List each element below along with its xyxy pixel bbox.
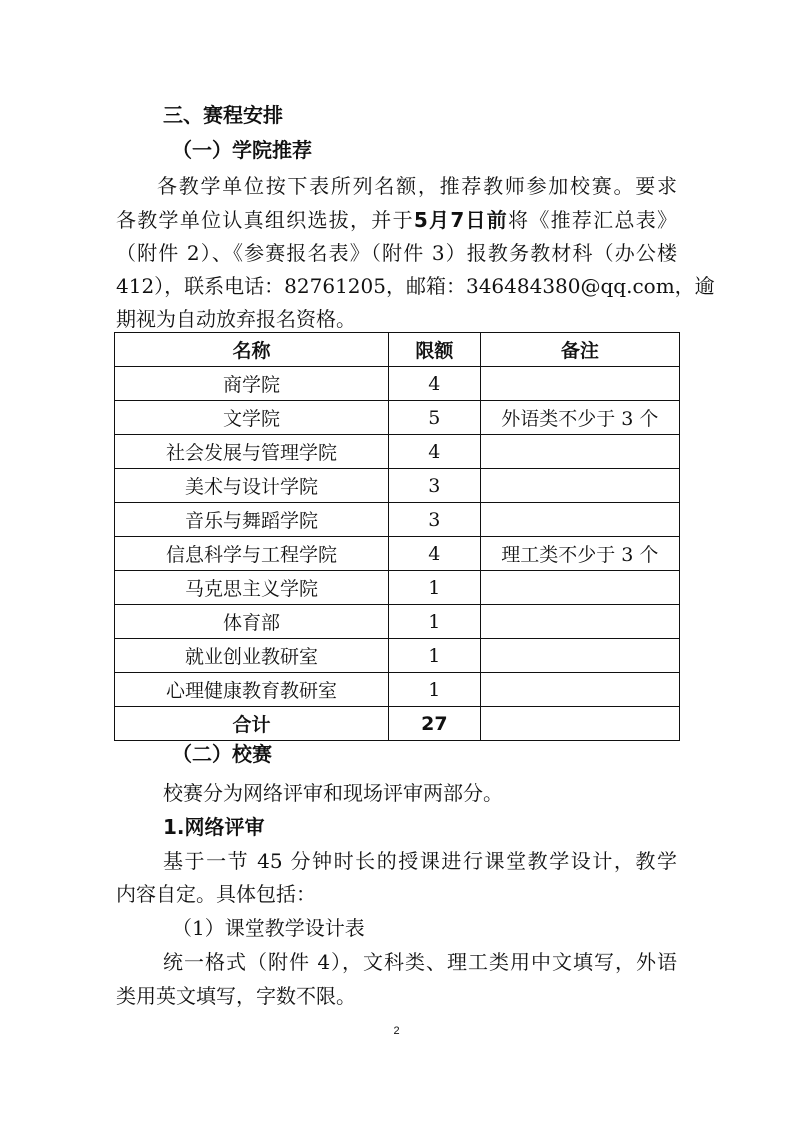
- table-row: [115, 571, 680, 605]
- online-review-line-1: 基于一节 45 分钟时长的授课进行课堂教学设计，教学: [163, 849, 677, 873]
- deadline-date: 5月7日前: [413, 208, 509, 232]
- intro-line-2-start: 各教学单位认真组织选拔，并于: [116, 208, 414, 232]
- intro-line-2: [116, 206, 677, 234]
- table-row: [115, 639, 680, 673]
- cell-quota: 1: [388, 639, 480, 673]
- cell-name: 心理健康教育教研室: [115, 673, 389, 707]
- cell-note: [480, 367, 679, 401]
- cell-name: 社会发展与管理学院: [115, 435, 389, 469]
- table-row: [115, 469, 680, 503]
- item-heading-online-review: 1.网络评审: [163, 815, 265, 839]
- table-row: [115, 605, 680, 639]
- table-row: [115, 537, 680, 571]
- cell-note: [480, 605, 679, 639]
- total-note: [480, 707, 679, 741]
- cell-name: 体育部: [115, 605, 389, 639]
- cell-quota: 1: [388, 571, 480, 605]
- intro-line-4: 412），联系电话：82761205，邮箱：346484380@qq.com，逾: [116, 274, 715, 298]
- cell-note: 外语类不少于 3 个: [480, 401, 679, 435]
- subsection-heading-school-contest: （二）校赛: [172, 742, 272, 766]
- cell-note: 理工类不少于 3 个: [480, 537, 679, 571]
- cell-name: 就业创业教研室: [115, 639, 389, 673]
- header-note: 备注: [480, 333, 679, 367]
- total-label: 合计: [115, 707, 389, 741]
- cell-quota: 4: [388, 537, 480, 571]
- header-quota: 限额: [388, 333, 480, 367]
- subsection-heading-recommend: （一）学院推荐: [172, 138, 312, 162]
- design-form-line-1: 统一格式（附件 4），文科类、理工类用中文填写，外语: [163, 950, 677, 974]
- cell-note: [480, 673, 679, 707]
- table-row: [115, 435, 680, 469]
- online-review-line-2: 内容自定。具体包括：: [116, 882, 316, 906]
- intro-line-3: （附件 2）、《参赛报名表》（附件 3）报教务教材科（办公楼: [116, 241, 677, 265]
- cell-quota: 5: [388, 401, 480, 435]
- cell-name: 商学院: [115, 367, 389, 401]
- cell-quota: 4: [388, 367, 480, 401]
- table-row: [115, 367, 680, 401]
- table-row: [115, 673, 680, 707]
- cell-quota: 1: [388, 673, 480, 707]
- page-number: 2: [393, 1025, 400, 1037]
- header-name: 名称: [115, 333, 389, 367]
- intro-line-1: 各教学单位按下表所列名额，推荐教师参加校赛。要求: [157, 174, 677, 198]
- design-form-line-2: 类用英文填写，字数不限。: [116, 984, 356, 1008]
- sub-item-design-form: （1）课堂教学设计表: [172, 916, 365, 940]
- table-row: [115, 401, 680, 435]
- cell-note: [480, 571, 679, 605]
- cell-quota: 3: [388, 469, 480, 503]
- cell-quota: 3: [388, 503, 480, 537]
- table-header-row: [115, 333, 680, 367]
- section-heading: 三、赛程安排: [163, 103, 283, 127]
- cell-quota: 1: [388, 605, 480, 639]
- cell-note: [480, 503, 679, 537]
- intro-line-2-end: 将《推荐汇总表》: [508, 208, 678, 232]
- total-value: 27: [388, 707, 480, 741]
- intro-line-5: 期视为自动放弃报名资格。: [116, 307, 356, 331]
- table-row: [115, 503, 680, 537]
- cell-name: 文学院: [115, 401, 389, 435]
- cell-name: 马克思主义学院: [115, 571, 389, 605]
- cell-note: [480, 639, 679, 673]
- table-total-row: [115, 707, 680, 741]
- cell-note: [480, 435, 679, 469]
- cell-note: [480, 469, 679, 503]
- cell-name: 音乐与舞蹈学院: [115, 503, 389, 537]
- school-contest-text: 校赛分为网络评审和现场评审两部分。: [163, 781, 503, 805]
- cell-name: 信息科学与工程学院: [115, 537, 389, 571]
- cell-quota: 4: [388, 435, 480, 469]
- cell-name: 美术与设计学院: [115, 469, 389, 503]
- quota-table: [114, 332, 680, 741]
